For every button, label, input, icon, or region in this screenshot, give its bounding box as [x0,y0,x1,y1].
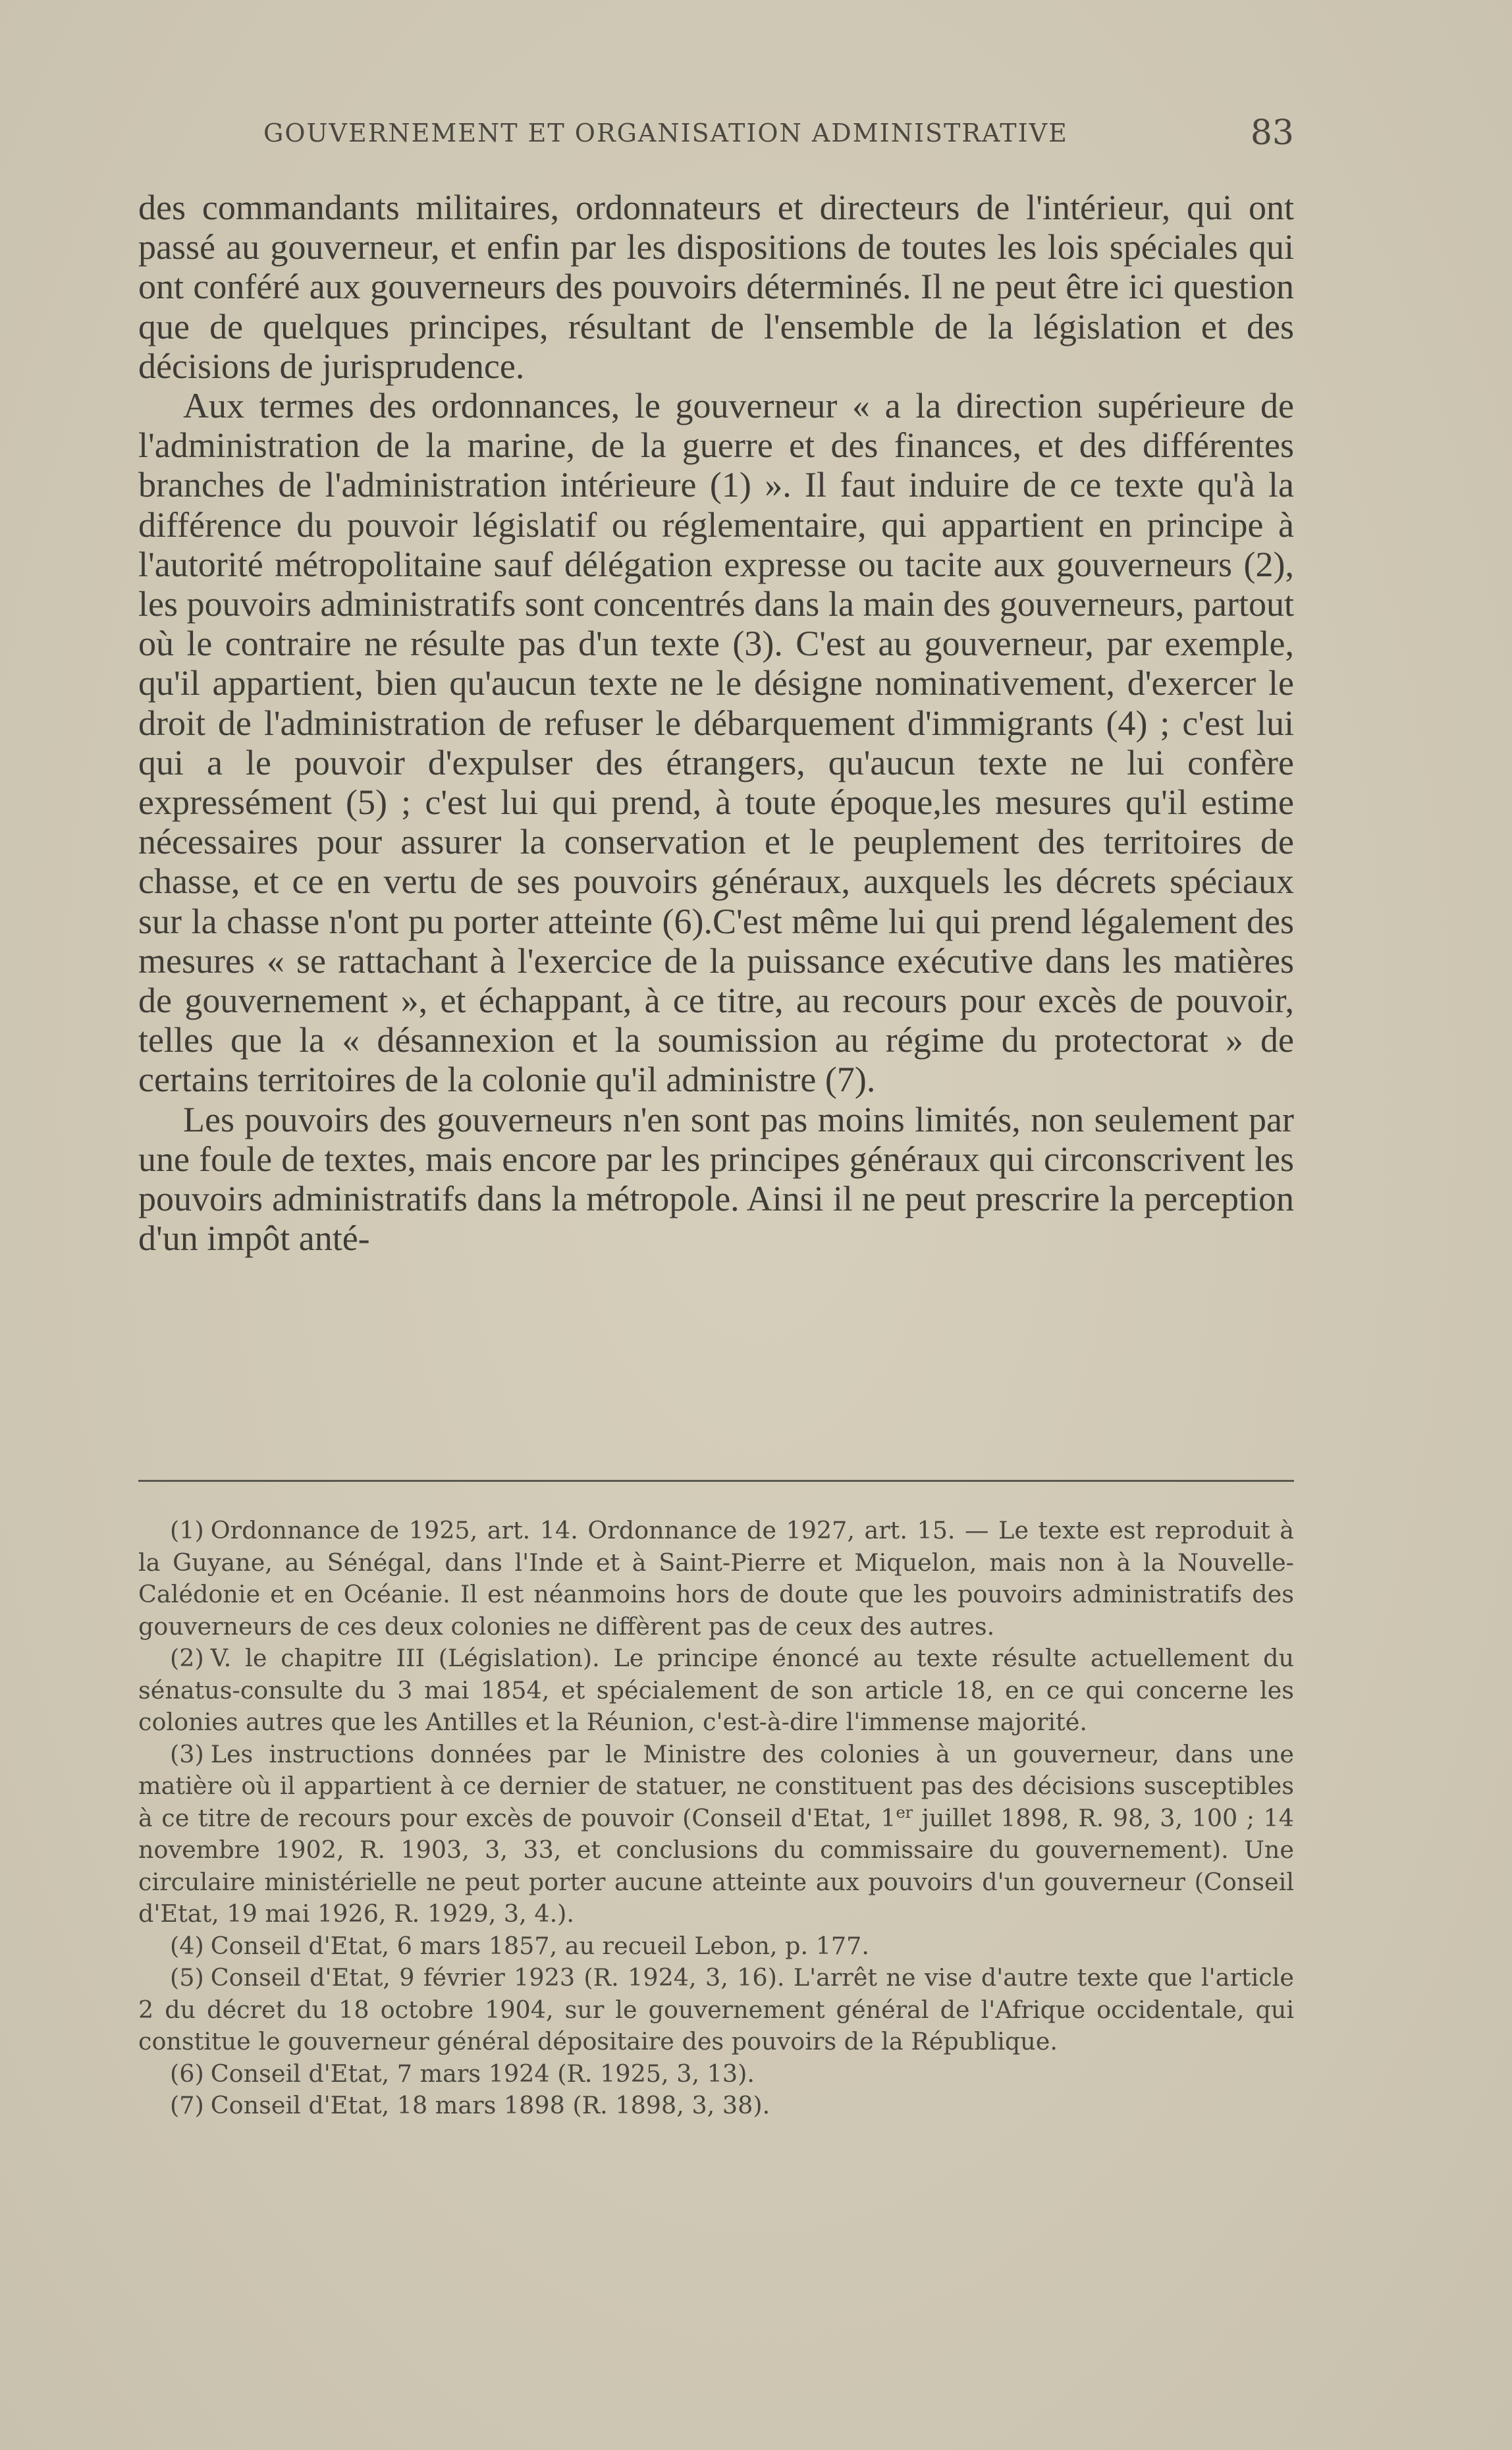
footnote-6 [138,2058,1294,2090]
paragraph-3: Les pouvoirs des gouverneurs n'en sont pas moins limités, non seulement par une foule de textes, mais encore par les principes généraux qui circonscrivent les pouvoirs administratifs dans la métropole. Ainsi il ne peut prescrire la perception d'un impôt anté- [138,1099,1294,1259]
running-head [138,113,1294,153]
footnote-2 [138,1643,1294,1739]
paragraph-2: Aux termes des ordonnances, le gouverneur « a la direction supérieure de l'administration de la marine, de la guerre et des finances, et des différentes branches de l'administration intérieure (1) ». Il faut induire de ce texte qu'à la différence du pouvoir législatif ou réglementaire, qui appartient en principe à l'autorité métropolitaine sauf délégation expresse ou tacite aux gouverneurs (2), les pouvoirs administratifs sont concentrés dans la main des gouverneurs, partout où le contraire ne résulte pas d'un texte (3). C'est au gouverneur, par exemple, qu'il appartient, bien qu'aucun texte ne le désigne nominativement, d'exercer le droit de l'administration de refuser le débarquement d'immigrants (4) ; c'est lui qui a le pouvoir d'expulser des étrangers, qu'aucun texte ne lui confère expressément (5) ; c'est lui qui prend, à toute époque,les mesures qu'il estime nécessaires pour assurer la conservation et le peuplement des territoires de chasse, et ce en vertu de ses pouvoirs généraux, auxquels les décrets spéciaux sur la chasse n'ont pu porter atteinte (6).C'est même lui qui prend légalement des mesures « se rattachant à l'exercice de la puissance exécutive dans les matières de gouvernement », et échappant, à ce titre, au recours pour excès de pouvoir, telles que la « désannexion et la soumission au régime du protectorat » de certains territoires de la colonie qu'il administre (7). [138,386,1294,1100]
footnote-7 [138,2090,1294,2122]
footnote-text: V. le chapitre III (Législation). Le principe énoncé au texte résulte actuellement du sénatus-consulte du 3 mai 1854, et spécialement de son article 18, en ce qui concerne les colonies autres que les Antilles et la Réunion, c'est-à-dire l'immense majorité. [138,1644,1294,1736]
footnote-text: Conseil d'Etat, 9 février 1923 (R. 1924, 3, 16). L'arrêt ne vise d'autre texte que l'article 2 du décret du 18 octobre 1904, sur le gouvernement général de l'Afrique occidentale, qui constitue le gouverneur général dépositaire des pouvoirs de la République. [138,1963,1294,2055]
main-text [138,188,1294,1258]
footnote-number: (4) [170,1931,204,1960]
footnotes [138,1515,1294,2122]
footnote-number: (3) [170,1739,204,1768]
running-title: GOUVERNEMENT ET ORGANISATION ADMINISTRATIVE [263,119,1068,148]
footnote-text: Conseil d'Etat, 18 mars 1898 (R. 1898, 3, 38). [210,2091,770,2119]
footnote-superscript: er [896,1803,913,1822]
footnote-1 [138,1515,1294,1643]
footnote-number: (2) [170,1644,204,1672]
footnote-4 [138,1930,1294,1963]
footnote-number: (5) [170,1963,204,1992]
footnote-separator [138,1480,1294,1482]
footnote-5 [138,1962,1294,2058]
footnote-text: Ordonnance de 1925, art. 14. Ordonnance de 1927, art. 15. — Le texte est reproduit à la Guyane, au Sénégal, dans l'Inde et à Saint-Pierre et Miquelon, mais non à la Nouvelle-Calédonie et en Océanie. Il est néanmoins hors de doute que les pouvoirs administratifs des gouverneurs de ces deux colonies ne diffèrent pas de ceux des autres. [138,1516,1294,1641]
footnote-text: Conseil d'Etat, 6 mars 1857, au recueil Lebon, p. 177. [210,1931,869,1960]
page-number: 83 [1250,113,1294,153]
paragraph-1: des commandants militaires, ordonnateurs et directeurs de l'intérieur, qui ont passé au gouverneur, et enfin par les dispositions de toutes les lois spéciales qui ont conféré aux gouverneurs des pouvoirs déterminés. Il ne peut être ici question que de quelques principes, résultant de l'ensemble de la législation et des décisions de jurisprudence. [138,188,1294,386]
footnote-number: (7) [170,2091,204,2119]
footnote-number: (6) [170,2059,204,2088]
footnote-number: (1) [170,1516,204,1544]
footnote-text: Conseil d'Etat, 7 mars 1924 (R. 1925, 3, 13). [210,2059,755,2088]
footnote-text-cont: juillet 1898, R. 98, 3, 100 ; 14 novembre 1902, R. 1903, 3, 33, et conclusions du commissaire du gouvernement). Une circulaire ministérielle ne peut porter aucune atteinte aux pouvoirs d'un gouverneur (Conseil d'Etat, 19 mai 1926, R. 1929, 3, 4.). [138,1803,1295,1928]
footnote-text: Les instructions données par le Ministre des colonies à un gouverneur, dans une matière où il appartient à ce dernier de statuer, ne constituent pas des décisions susceptibles à ce titre de recours pour excès de pouvoir (Conseil d'Etat, 1 [138,1739,1294,1832]
footnote-3 [138,1739,1294,1930]
